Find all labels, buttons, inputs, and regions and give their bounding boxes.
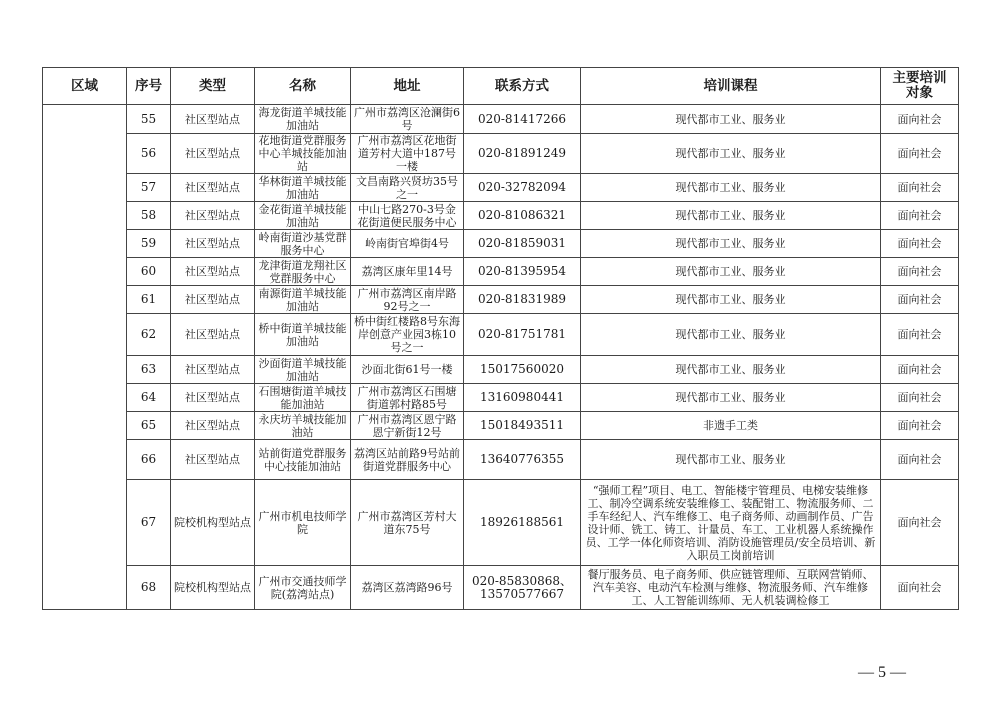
address-cell: 荔湾区荔湾路96号 [351, 566, 464, 610]
header-name: 名称 [255, 68, 351, 105]
target-cell: 面向社会 [881, 230, 959, 258]
header-type: 类型 [171, 68, 255, 105]
number-cell: 66 [127, 440, 171, 480]
contact-cell: 15017560020 [464, 356, 581, 384]
address-cell: 文昌南路兴贤坊35号之一 [351, 174, 464, 202]
course-cell: 现代都市工业、服务业 [581, 105, 881, 134]
name-cell: 南源街道羊城技能加油站 [255, 286, 351, 314]
type-cell: 社区型站点 [171, 258, 255, 286]
type-cell: 社区型站点 [171, 174, 255, 202]
table-row [43, 356, 959, 384]
type-cell: 社区型站点 [171, 412, 255, 440]
table-header-row [43, 68, 959, 105]
target-cell: 面向社会 [881, 286, 959, 314]
target-cell: 面向社会 [881, 440, 959, 480]
course-cell: 非遗手工类 [581, 412, 881, 440]
name-cell: 石围塘街道羊城技能加油站 [255, 384, 351, 412]
address-cell: 中山七路270-3号金花街道便民服务中心 [351, 202, 464, 230]
number-cell: 62 [127, 314, 171, 356]
number-cell: 60 [127, 258, 171, 286]
course-cell: 现代都市工业、服务业 [581, 356, 881, 384]
number-cell: 56 [127, 134, 171, 174]
table-row [43, 440, 959, 480]
target-cell: 面向社会 [881, 105, 959, 134]
contact-cell: 020-32782094 [464, 174, 581, 202]
contact-cell: 020-85830868、13570577667 [464, 566, 581, 610]
contact-cell: 13640776355 [464, 440, 581, 480]
course-cell: 现代都市工业、服务业 [581, 314, 881, 356]
target-cell: 面向社会 [881, 566, 959, 610]
address-cell: 广州市荔湾区南岸路92号之一 [351, 286, 464, 314]
contact-cell: 020-81891249 [464, 134, 581, 174]
number-cell: 55 [127, 105, 171, 134]
table-row [43, 202, 959, 230]
number-cell: 65 [127, 412, 171, 440]
type-cell: 院校机构型站点 [171, 566, 255, 610]
name-cell: 站前街道党群服务中心技能加油站 [255, 440, 351, 480]
number-cell: 63 [127, 356, 171, 384]
table-row [43, 314, 959, 356]
type-cell: 社区型站点 [171, 286, 255, 314]
target-cell: 面向社会 [881, 384, 959, 412]
address-cell: 广州市荔湾区沧澜街6号 [351, 105, 464, 134]
page-number: — 5 — [858, 664, 906, 681]
table-row [43, 230, 959, 258]
type-cell: 社区型站点 [171, 440, 255, 480]
name-cell: 广州市机电技师学院 [255, 480, 351, 566]
header-number: 序号 [127, 68, 171, 105]
name-cell: 沙面街道羊城技能加油站 [255, 356, 351, 384]
header-target-label: 主要培训对象 [892, 70, 947, 101]
type-cell: 社区型站点 [171, 202, 255, 230]
table-row [43, 174, 959, 202]
contact-cell: 020-81395954 [464, 258, 581, 286]
course-cell: 现代都市工业、服务业 [581, 134, 881, 174]
type-cell: 社区型站点 [171, 230, 255, 258]
number-cell: 57 [127, 174, 171, 202]
address-cell: 荔湾区站前路9号站前街道党群服务中心 [351, 440, 464, 480]
header-address: 地址 [351, 68, 464, 105]
course-cell: “强师工程”项目、电工、智能楼宇管理员、电梯安装维修工、制冷空调系统安装维修工、装配钳工、物流服务师、二手车经纪人、汽车维修工、电子商务师、动画制作员、广告设计师、铣工、铸工、计量员、车工、工业机器人系统操作员、工学一体化师资培训、消防设施管理员/安全员培训、新入职员工岗前培训 [581, 480, 881, 566]
address-cell: 桥中街红楼路8号东海岸创意产业园3栋10号之一 [351, 314, 464, 356]
name-cell: 龙津街道龙翔社区党群服务中心 [255, 258, 351, 286]
number-cell: 58 [127, 202, 171, 230]
address-cell: 沙面北街61号一楼 [351, 356, 464, 384]
name-cell: 金花街道羊城技能加油站 [255, 202, 351, 230]
region-cell [43, 105, 127, 610]
table-row [43, 134, 959, 174]
course-cell: 现代都市工业、服务业 [581, 202, 881, 230]
table-row [43, 384, 959, 412]
type-cell: 院校机构型站点 [171, 480, 255, 566]
target-cell: 面向社会 [881, 356, 959, 384]
address-cell: 广州市荔湾区恩宁路恩宁新街12号 [351, 412, 464, 440]
number-cell: 68 [127, 566, 171, 610]
table-row [43, 105, 959, 134]
name-cell: 华林街道羊城技能加油站 [255, 174, 351, 202]
name-cell: 广州市交通技师学院(荔湾站点) [255, 566, 351, 610]
type-cell: 社区型站点 [171, 356, 255, 384]
number-cell: 59 [127, 230, 171, 258]
course-cell: 现代都市工业、服务业 [581, 258, 881, 286]
header-contact: 联系方式 [464, 68, 581, 105]
address-cell: 广州市荔湾区芳村大道东75号 [351, 480, 464, 566]
target-cell: 面向社会 [881, 480, 959, 566]
table-row [43, 566, 959, 610]
type-cell: 社区型站点 [171, 134, 255, 174]
contact-cell: 15018493511 [464, 412, 581, 440]
name-cell: 岭南街道沙基党群服务中心 [255, 230, 351, 258]
target-cell: 面向社会 [881, 174, 959, 202]
course-cell: 现代都市工业、服务业 [581, 174, 881, 202]
course-cell: 餐厅服务员、电子商务师、供应链管理师、互联网营销师、汽车美容、电动汽车检测与维修、物流服务师、汽车维修工、人工智能训练师、无人机装调检修工 [581, 566, 881, 610]
name-cell: 海龙街道羊城技能加油站 [255, 105, 351, 134]
header-region: 区域 [43, 68, 127, 105]
number-cell: 67 [127, 480, 171, 566]
target-cell: 面向社会 [881, 202, 959, 230]
target-cell: 面向社会 [881, 134, 959, 174]
contact-cell: 020-81831989 [464, 286, 581, 314]
contact-cell: 13160980441 [464, 384, 581, 412]
table-row [43, 480, 959, 566]
training-sites-table [42, 67, 959, 610]
type-cell: 社区型站点 [171, 384, 255, 412]
type-cell: 社区型站点 [171, 314, 255, 356]
contact-cell: 020-81751781 [464, 314, 581, 356]
course-cell: 现代都市工业、服务业 [581, 286, 881, 314]
number-cell: 64 [127, 384, 171, 412]
contact-cell: 020-81859031 [464, 230, 581, 258]
course-cell: 现代都市工业、服务业 [581, 230, 881, 258]
address-cell: 广州市荔湾区花地街道芳村大道中187号一楼 [351, 134, 464, 174]
target-cell: 面向社会 [881, 412, 959, 440]
course-cell: 现代都市工业、服务业 [581, 440, 881, 480]
table-row [43, 286, 959, 314]
address-cell: 广州市荔湾区石围塘街道郭村路85号 [351, 384, 464, 412]
target-cell: 面向社会 [881, 258, 959, 286]
type-cell: 社区型站点 [171, 105, 255, 134]
target-cell: 面向社会 [881, 314, 959, 356]
header-target [881, 68, 959, 105]
contact-cell: 020-81086321 [464, 202, 581, 230]
contact-cell: 18926188561 [464, 480, 581, 566]
course-cell: 现代都市工业、服务业 [581, 384, 881, 412]
address-cell: 荔湾区康年里14号 [351, 258, 464, 286]
number-cell: 61 [127, 286, 171, 314]
name-cell: 桥中街道羊城技能加油站 [255, 314, 351, 356]
table-body [43, 105, 959, 610]
name-cell: 花地街道党群服务中心羊城技能加油站 [255, 134, 351, 174]
header-course: 培训课程 [581, 68, 881, 105]
table-row [43, 258, 959, 286]
name-cell: 永庆坊羊城技能加油站 [255, 412, 351, 440]
contact-cell: 020-81417266 [464, 105, 581, 134]
address-cell: 岭南街官埠街4号 [351, 230, 464, 258]
table-row [43, 412, 959, 440]
